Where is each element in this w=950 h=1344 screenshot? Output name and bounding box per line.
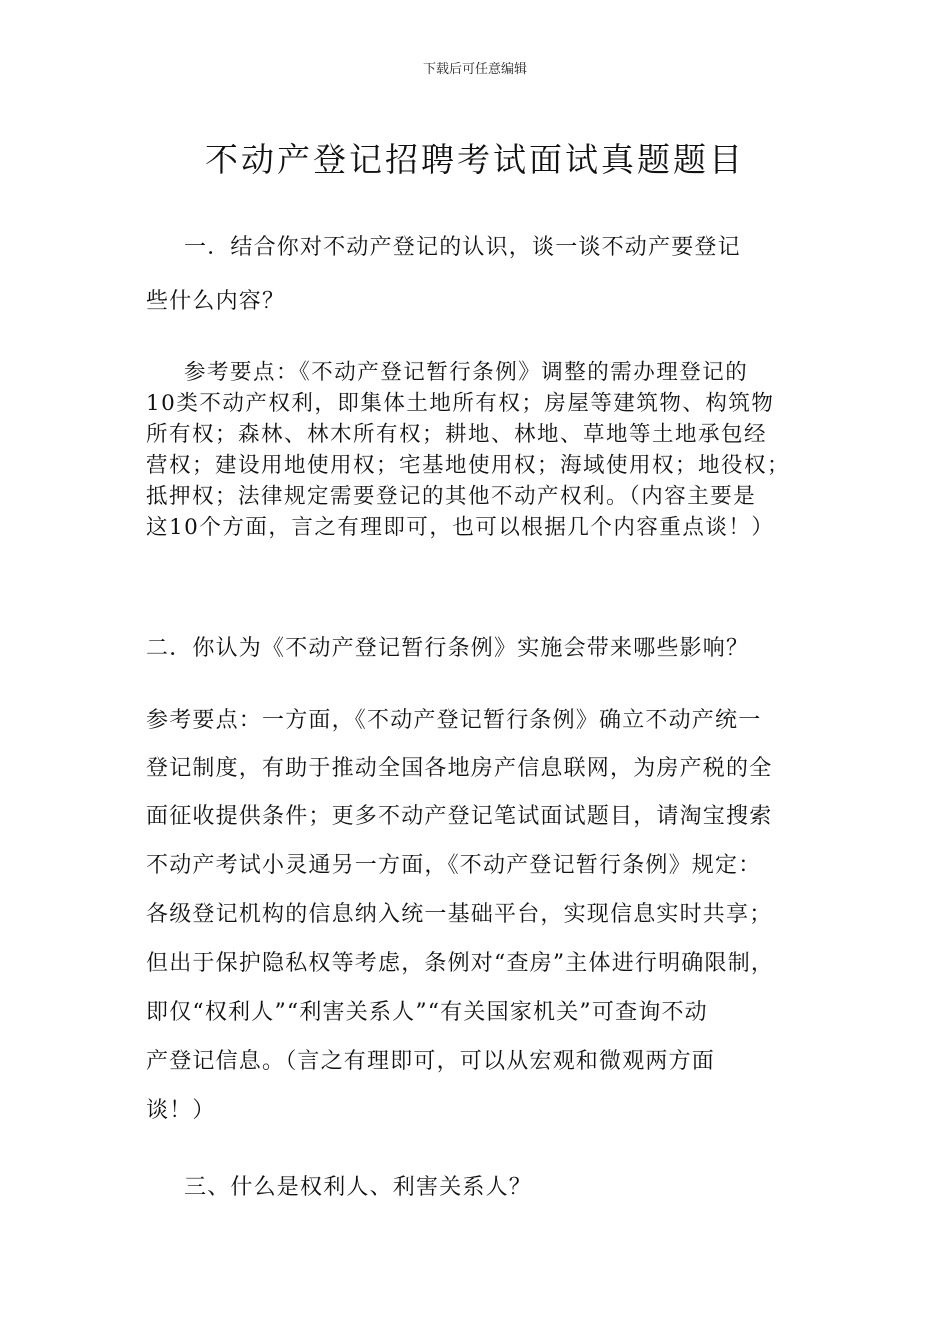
answer-1-line: 所有权；森林、林木所有权；耕地、林地、草地等土地承包经 xyxy=(146,422,768,447)
answer-2-line: 参考要点：一方面，《不动产登记暂行条例》确立不动产统一 xyxy=(146,708,762,733)
answer-1-line: 这10个方面，言之有理即可，也可以根据几个内容重点谈！） xyxy=(146,515,775,540)
answer-1-line: 参考要点：《不动产登记暂行条例》调整的需办理登记的 xyxy=(184,360,749,385)
answer-2-line: 面征收提供条件；更多不动产登记笔试面试题目，请淘宝搜索 xyxy=(146,804,773,829)
answer-2-line: 各级登记机构的信息纳入统一基础平台，实现信息实时共享； xyxy=(146,902,773,927)
answer-1-line: 抵押权；法律规定需要登记的其他不动产权利。（内容主要是 xyxy=(146,484,757,509)
document-title: 不动产登记招聘考试面试真题题目 xyxy=(205,140,745,179)
page-header-note: 下载后可任意编辑 xyxy=(422,62,527,77)
answer-2-line: 登记制度，有助于推动全国各地房产信息联网，为房产税的全 xyxy=(146,756,773,781)
answer-1-line: 营权；建设用地使用权；宅基地使用权；海域使用权；地役权； xyxy=(146,453,791,478)
question-3-line: 三、什么是权利人、利害关系人？ xyxy=(184,1175,533,1200)
answer-1-line: 10类不动产权利，即集体土地所有权；房屋等建筑物、构筑物 xyxy=(146,391,775,416)
question-1-line: 一．结合你对不动产登记的认识，谈一谈不动产要登记 xyxy=(184,235,741,260)
answer-2-line: 即仅“权利人”“利害关系人”“有关国家机关”可查询不动 xyxy=(146,1000,708,1025)
answer-2-line: 不动产考试小灵通另一方面，《不动产登记暂行条例》规定： xyxy=(146,853,762,878)
question-1-line: 些什么内容？ xyxy=(146,289,286,314)
answer-2-line: 产登记信息。（言之有理即可，可以从宏观和微观两方面 xyxy=(146,1049,716,1074)
answer-2-line: 但出于保护隐私权等考虑，条例对“查房”主体进行明确限制， xyxy=(146,951,775,976)
question-2-line: 二．你认为《不动产登记暂行条例》实施会带来哪些影响？ xyxy=(146,636,750,661)
answer-2-line: 谈！） xyxy=(146,1098,216,1123)
